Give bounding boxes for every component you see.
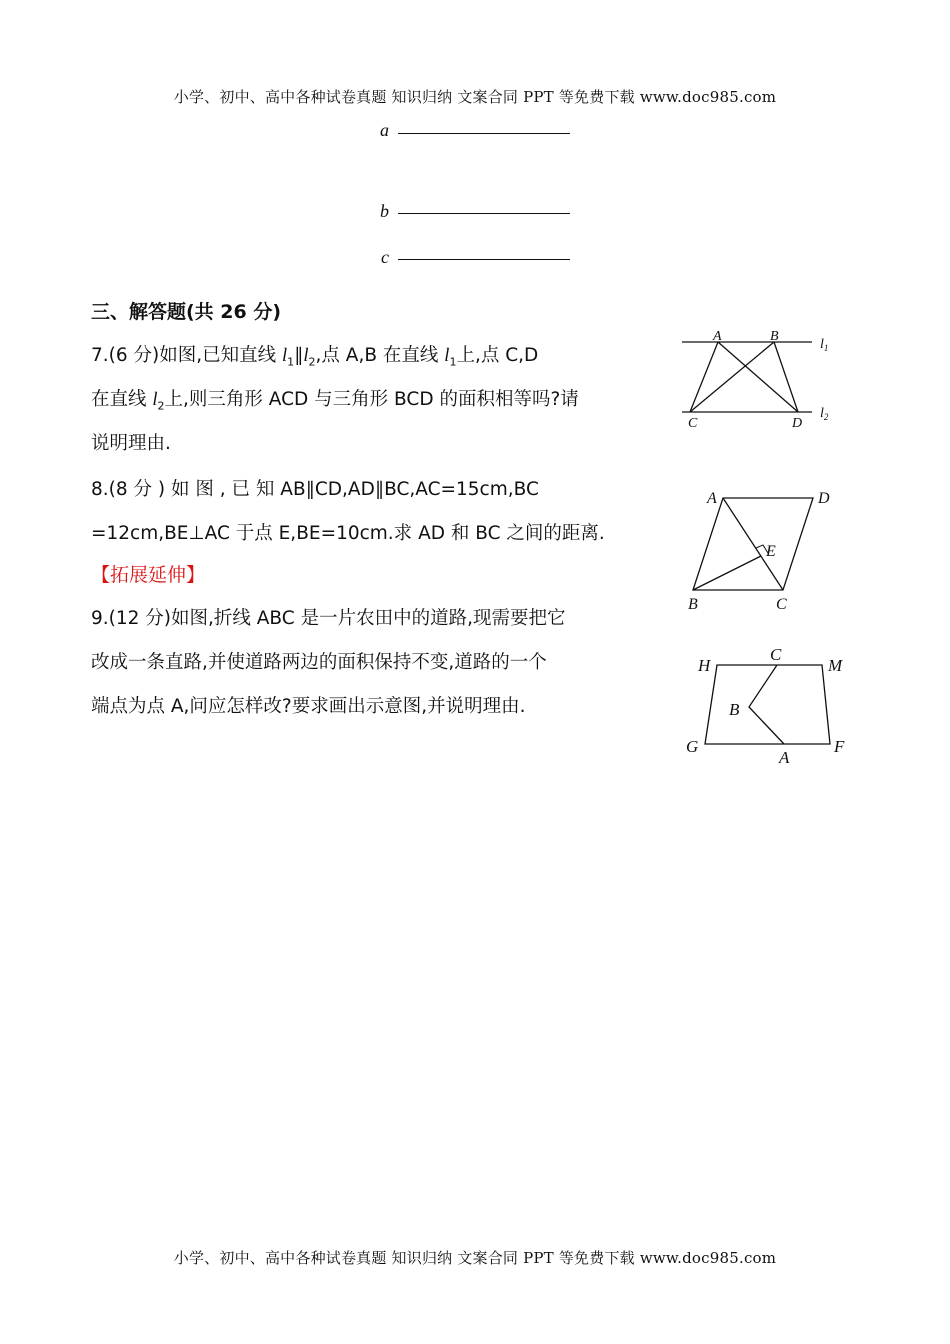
fig8-label-A: A — [707, 490, 717, 507]
figure-q9 — [680, 640, 860, 770]
line-label-a: a — [380, 120, 389, 140]
field-HMFG — [705, 665, 830, 744]
fig9-label-G: G — [686, 737, 699, 756]
fig7-label-D: D — [792, 416, 803, 431]
fig9-label-B: B — [729, 700, 740, 719]
fig7-label-C: C — [688, 416, 698, 431]
segment-BC — [690, 342, 774, 412]
fig9-label-C: C — [770, 645, 782, 664]
figure-q8 — [680, 485, 840, 615]
fig8-label-C: C — [776, 596, 787, 613]
fig9-label-A: A — [779, 748, 790, 767]
fig8-label-B: B — [688, 596, 698, 613]
fig9-label-H: H — [698, 656, 711, 675]
line-label-b: b — [380, 201, 389, 221]
road-ABC — [749, 665, 784, 744]
line-label-c: c — [381, 247, 389, 267]
page-header: 小学、初中、高中各种试卷真题 知识归纳 文案合同 PPT 等免费下载 www.doc985.com — [173, 88, 777, 106]
q9-line3: 端点为点 A,问应怎样改?要求画出示意图,并说明理由. — [91, 696, 526, 717]
figure-q7 — [670, 320, 850, 435]
line-a — [398, 133, 570, 134]
fig8-label-E: E — [766, 543, 776, 560]
section-title: 三、解答题(共 26 分) — [91, 301, 282, 323]
fig7-label-l2: $l_2$ — [820, 406, 829, 422]
fig7-label-A: A — [713, 329, 722, 344]
fig7-label-B: B — [770, 329, 779, 344]
fig9-label-M: M — [828, 656, 843, 675]
q8-line2: =12cm,BE⊥AC 于点 E,BE=10cm.求 AD 和 BC 之间的距离. — [91, 523, 605, 544]
q7-line1: 7.(6 分)如图,已知直线 $l_1\parallel l_2$,点 A,B 在直线 $l_1$上,点 C,D — [91, 345, 539, 369]
fig9-label-F: F — [834, 737, 845, 756]
q9-line2: 改成一条直路,并使道路两边的面积保持不变,道路的一个 — [91, 652, 547, 673]
q7-line2: 在直线 $l_2$上,则三角形 ACD 与三角形 BCD 的面积相等吗?请 — [91, 389, 579, 413]
line-c — [398, 259, 570, 260]
line-b — [398, 213, 570, 214]
segment-AC — [690, 342, 718, 412]
fig7-label-l1: $l_1$ — [820, 337, 829, 353]
q7-line3: 说明理由. — [91, 433, 171, 454]
fig8-label-D: D — [818, 490, 830, 507]
q9-line1: 9.(12 分)如图,折线 ABC 是一片农田中的道路,现需要把它 — [91, 608, 566, 629]
page-footer: 小学、初中、高中各种试卷真题 知识归纳 文案合同 PPT 等免费下载 www.doc985.com — [173, 1249, 777, 1267]
segment-BE — [693, 556, 761, 590]
q8-line1: 8.(8 分 ) 如 图 , 已 知 AB∥CD,AD∥BC,AC=15cm,BC — [91, 479, 539, 500]
extension-heading: 【拓展延伸】 — [91, 564, 206, 586]
